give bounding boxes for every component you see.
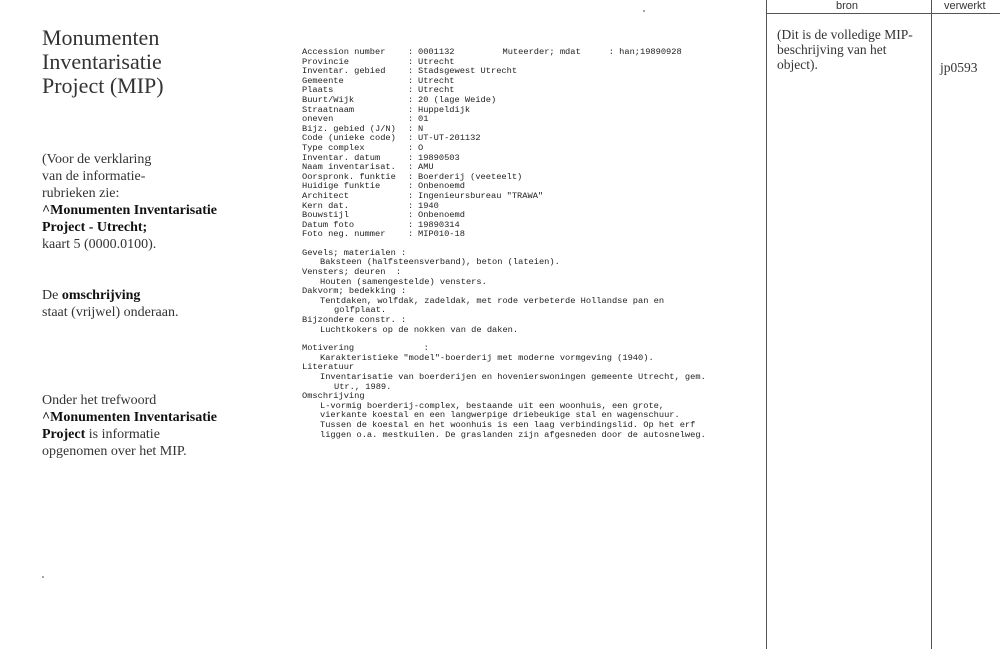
left-notes <box>42 26 242 460</box>
note-explanation: (Voor de verklaring van de informatie- rubrieken zie: ^Monumenten Inventarisatie Project - Utrecht; kaart 5 (0000.0100). <box>42 152 217 252</box>
record-row: Bouwstijl : Onbenoemd <box>302 210 465 221</box>
record-row: Kern dat. : 1940 <box>302 200 439 211</box>
verwerkt-column-rule <box>931 0 932 649</box>
record-row: Buurt/Wijk : 20 (lage Weide) <box>302 94 497 105</box>
record-row: Architect : Ingenieursbureau "TRAWA" <box>302 190 544 201</box>
record-row: Code (unieke code) : UT-UT-201132 <box>302 133 481 144</box>
record-row: Plaats : Utrecht <box>302 85 455 96</box>
mip-record <box>302 48 762 440</box>
record-row: Provincie : Utrecht <box>302 56 455 67</box>
record-row: Straatnaam : Huppeldijk <box>302 104 471 115</box>
record-row: oneven : 01 <box>302 114 429 125</box>
record-row-accession: Accession number : 0001132 Muteerder; mdat : han;19890928 <box>302 47 682 57</box>
scan-speck <box>643 10 645 12</box>
record-section-gevels: Gevels; materialen : Baksteen (halfsteensverband), beton (lateien). Vensters; deuren : Houten (samengestelde) vensters. Dakvorm; bedekking : Tentdaken, wolfdak, zadeldak, met rode verbeterde Hollandse pan en golfplaat. Bijzondere constr. : Luchtkokers op de nokken van de daken. <box>302 247 665 335</box>
record-row: Type complex : O <box>302 142 424 153</box>
record-row: Oorspronk. funktie : Boerderij (veeteelt) <box>302 171 523 182</box>
record-row: Inventar. datum : 19890503 <box>302 152 460 163</box>
record-row: Naam inventarisat. : AMU <box>302 162 434 173</box>
document-title: Monumenten Inventarisatie Project (MIP) <box>42 25 164 98</box>
bron-text: (Dit is de volledige MIP-beschrijving van het object). <box>777 27 913 72</box>
record-row: Gemeente : Utrecht <box>302 75 455 86</box>
record-fields <box>302 58 762 240</box>
header-bron: bron <box>836 0 859 12</box>
header-rule <box>766 13 1000 14</box>
record-row: Foto neg. nummer : MIP010-18 <box>302 229 465 240</box>
scan-speck <box>42 576 44 578</box>
record-section-motivering: Motivering : Karakteristieke "model"-boerderij met moderne vormgeving (1940). Literatuur Inventarisatie van boerderijen en hovenierswoningen gemeente Utrecht, gem. Utr., 1989. Omschrijving L-vormig boerderij-complex, bestaande uit een woonhuis, een grote, vierkante koestal en een langwerpige driebeukige stal en wagenschuur. Tussen de koestal en het woonhuis is een laag verbindingslid. Op het erf liggen o.a. mestkuilen. De graslanden zijn afgesneden door de autosnelweg. <box>302 343 706 440</box>
bron-column-rule <box>766 0 767 649</box>
record-row: Bijz. gebied (J/N) : N <box>302 123 424 134</box>
note-description-location: De omschrijving staat (vrijwel) onderaan. <box>42 288 179 320</box>
note-keyword: Onder het trefwoord ^Monumenten Inventarisatie Project is informatie opgenomen over het MIP. <box>42 393 217 459</box>
record-row: Huidige funktie : Onbenoemd <box>302 181 465 192</box>
verwerkt-code: jp0593 <box>940 60 978 75</box>
header-verwerkt: verwerkt <box>944 0 986 12</box>
record-row: Datum foto : 19890314 <box>302 219 460 230</box>
record-row: Inventar. gebied : Stadsgewest Utrecht <box>302 66 518 77</box>
